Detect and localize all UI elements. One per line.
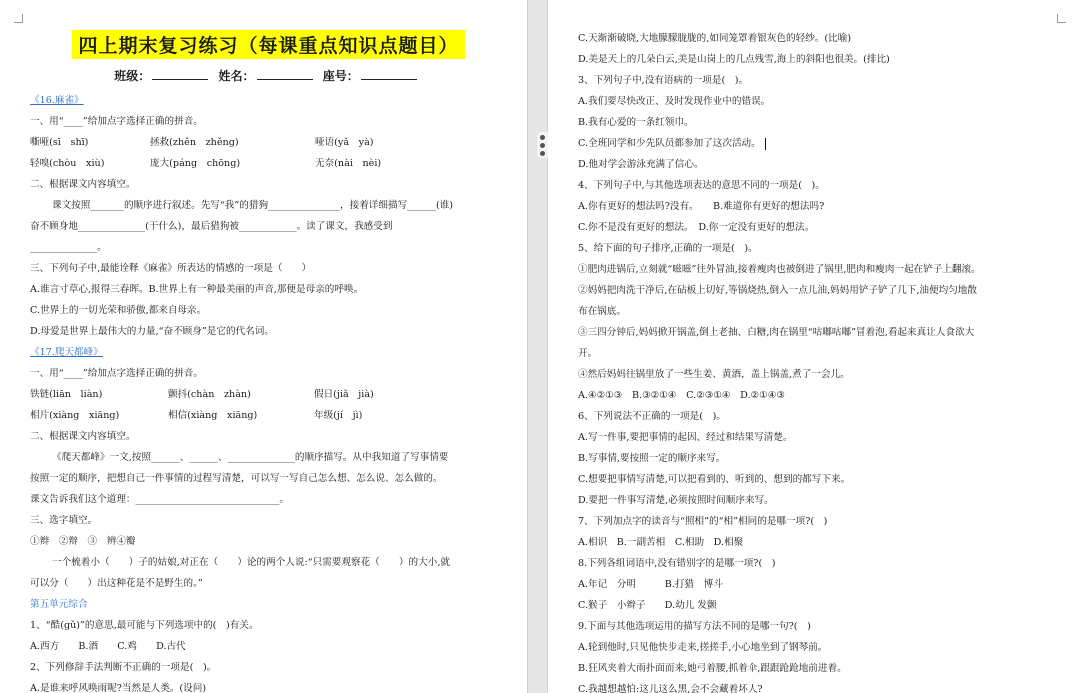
right-document-page bbox=[548, 0, 1080, 693]
question-text: 4、下列句子中,与其他选项表达的意思不同的一项是( )。 bbox=[578, 180, 825, 191]
section-heading-16: 《16.麻雀》 bbox=[30, 95, 84, 106]
answer-option: A.是谁来呼风唤雨呢?当然是人类。(设问) bbox=[30, 683, 207, 693]
section-heading-17: 《17.爬天都峰》 bbox=[30, 347, 103, 358]
answer-option: D.美是天上的几朵白云,美是山岗上的几点残雪,海上的斜阳也很美。(排比) bbox=[578, 54, 890, 65]
answer-option: A.我们要尽快改正、及时发现作业中的错误。 bbox=[578, 96, 771, 107]
pinyin-item: 铁链(liān liàn) bbox=[30, 389, 103, 400]
fill-blank-text: ______________。 bbox=[30, 242, 107, 253]
answer-option: A.年记 分明 B.打猎 博斗 bbox=[578, 579, 723, 590]
answer-option: A.相识 B.一副苦相 C.相助 D.相聚 bbox=[578, 537, 744, 548]
question-text: 三、下列句子中,最能诠释《麻雀》所表达的情感的一项是（ ） bbox=[30, 263, 312, 274]
question-text: 9.下面与其他选项运用的描写方法不同的是哪一句?( ) bbox=[578, 621, 811, 632]
choice-options: ①辫 ②辩 ③ 辨④瓣 bbox=[30, 536, 136, 547]
answer-option: D.母爱是世界上最伟大的力量,“奋不顾身”是它的代名词。 bbox=[30, 326, 274, 337]
page-corner-mark bbox=[1057, 14, 1066, 23]
pinyin-item: 假日(jiǎ jià) bbox=[314, 389, 374, 400]
pinyin-item: 嘶哑(sī shī) bbox=[30, 137, 89, 148]
question-text: 一、用“____”给加点字选择正确的拼音。 bbox=[30, 368, 203, 379]
fill-blank-text: 《爬天都峰》一文,按照______、______、______________的顺序描写。从中我知道了写事情要 bbox=[52, 452, 449, 463]
pinyin-row bbox=[30, 384, 507, 405]
answer-option: A.你有更好的想法吗?没有。 B.难道你有更好的想法吗? bbox=[578, 201, 825, 212]
text-cursor bbox=[765, 138, 766, 150]
pinyin-row bbox=[30, 132, 507, 153]
answer-option: C.天渐渐破晓,大地朦朦胧胧的,如同笼罩着银灰色的轻纱。(比喻) bbox=[578, 33, 852, 44]
pinyin-item: 轻嗅(chòu xiù) bbox=[30, 158, 105, 169]
student-info-line bbox=[30, 67, 507, 84]
answer-option: C.想要把事情写清楚,可以把看到的、听到的、想到的都写下来。 bbox=[578, 474, 851, 485]
name-label: 姓名： bbox=[218, 69, 255, 83]
answer-option: C.你不是没有更好的想法。 D.你一定没有更好的想法。 bbox=[578, 222, 815, 233]
answer-option: B.狂风夹着大雨扑面而来,她弓着腰,抓着伞,跟跟跄跄地前进着。 bbox=[578, 663, 847, 674]
question-text: 6、下列说法不正确的一项是( )。 bbox=[578, 411, 726, 422]
answer-option: A.西方 B.酒 C.鸡 D.古代 bbox=[30, 641, 186, 652]
question-text: 5、给下面的句子排序,正确的一项是( )。 bbox=[578, 243, 758, 254]
answer-option: C.猴子 小辫子 D.幼儿 发颤 bbox=[578, 600, 717, 611]
question-text: 8.下列各组词语中,没有错别字的是哪一项?( ) bbox=[578, 558, 776, 569]
answer-option: A.轮到他时,只见他快步走来,搓搓手,小心地坐到了钢琴前。 bbox=[578, 642, 828, 653]
name-blank bbox=[257, 78, 313, 80]
question-text: 二、根据课文内容填空。 bbox=[30, 179, 136, 190]
sentence-item: 开。 bbox=[578, 348, 598, 359]
sentence-item: 布在锅底。 bbox=[578, 306, 626, 317]
question-text: 二、根据课文内容填空。 bbox=[30, 431, 136, 442]
page-corner-mark bbox=[14, 14, 23, 23]
fill-blank-text: 可以分（ ）出这种花是不是野生的。” bbox=[30, 578, 203, 589]
section-heading-unit5: 第五单元综合 bbox=[30, 599, 88, 610]
pinyin-item: 拯救(zhěn zhěng) bbox=[150, 137, 239, 148]
pinyin-row bbox=[30, 153, 507, 174]
question-text: 1、“酷(gǔ)”的意思,最可能与下列选项中的( )有关。 bbox=[30, 620, 259, 631]
pinyin-row bbox=[30, 405, 507, 426]
answer-option: A.谁言寸草心,报得三春晖。B.世界上有一种最美丽的声音,那便是母亲的呼唤。 bbox=[30, 284, 364, 295]
pinyin-item: 哑语(yǎ yà) bbox=[315, 137, 374, 148]
fill-blank-text: 按照一定的顺序，把想自己一件事情的过程写清楚，可以写一写自己怎么想、怎么说、怎么做的。 bbox=[30, 473, 443, 484]
question-text: 3、下列句子中,没有语病的一项是( )。 bbox=[578, 75, 749, 86]
fill-blank-text: 课文按照_______的顺序进行叙述。先写“我”的猎狗_______________，接着详细描写______(谁) bbox=[52, 200, 454, 211]
fill-blank-text: 一个梳着小（ ）子的姑娘,对正在（ ）论的两个人说:“只需要观察花（ ）的大小,就 bbox=[52, 557, 450, 568]
page-splitter[interactable] bbox=[527, 0, 548, 693]
document-title: 四上期末复习练习（每课重点知识点题目） bbox=[72, 30, 464, 59]
fill-blank-text: 课文告诉我们这个道理：______________________________。 bbox=[30, 494, 290, 505]
answer-option: D.要把一件事写清楚,必须按照时间顺序来写。 bbox=[578, 495, 774, 506]
answer-option: C.全班同学和少先队员都参加了这次活动。 bbox=[578, 138, 761, 149]
question-text: 三、选字填空。 bbox=[30, 515, 98, 526]
question-text: 一、用“____”给加点字选择正确的拼音。 bbox=[30, 116, 203, 127]
fill-blank-text: 奋不顾身地______________(干什么)，最后猎狗被____________。读了课文，我感受到 bbox=[30, 221, 393, 232]
answer-option: C.我越想越怕:这儿这么黑,会不会藏着坏人? bbox=[578, 684, 763, 693]
seat-label: 座号： bbox=[322, 69, 359, 83]
answer-option: B.写事情,要按照一定的顺序来写。 bbox=[578, 453, 726, 464]
class-label: 班级： bbox=[114, 69, 151, 83]
class-blank bbox=[152, 78, 208, 80]
left-document-page bbox=[0, 0, 527, 693]
answer-option: C.世界上的一切光荣和骄傲,都来自母亲。 bbox=[30, 305, 207, 316]
sentence-item: ③三四分钟后,妈妈掀开锅盖,倒上老抽、白糖,肉在锅里“咕嘟咕嘟”冒着泡,看起来真让人食欲大 bbox=[578, 327, 975, 338]
sentence-item: ④然后妈妈往锅里放了一些生姜、黄酒，盖上锅盖,煮了一会儿。 bbox=[578, 369, 850, 380]
sentence-item: ②妈妈把肉洗干净后,在砧板上切好,等锅烧热,倒入一点儿油,妈妈用铲子铲了几下,油便均匀地散 bbox=[578, 285, 977, 296]
pinyin-item: 庞大(páng chōng) bbox=[150, 158, 241, 169]
pinyin-item: 相片(xiàng xiāng) bbox=[30, 410, 120, 421]
answer-option: B.我有心爱的一条红领巾。 bbox=[578, 117, 694, 128]
answer-option: A.④②①③ B.③②①④ C.②③①④ D.②①④③ bbox=[578, 390, 785, 401]
sentence-item: ①肥肉进锅后,立刻就“嗞嗞”往外冒油,接着瘦肉也被倒进了锅里,肥肉和瘦肉一起在铲子上翻滚。 bbox=[578, 264, 981, 275]
answer-option: D.他对学会游泳充满了信心。 bbox=[578, 159, 704, 170]
question-text: 7、下列加点字的读音与“照相”的“相”相同的是哪一项?( ) bbox=[578, 516, 828, 527]
pinyin-item: 颤抖(chàn zhàn) bbox=[168, 389, 251, 400]
pinyin-item: 无奈(nài nèi) bbox=[315, 158, 382, 169]
answer-option-with-cursor[interactable] bbox=[578, 133, 1060, 154]
answer-option: A.写一件事,要把事情的起因、经过和结果写清楚。 bbox=[578, 432, 793, 443]
pinyin-item: 相信(xiàng xiāng) bbox=[168, 410, 258, 421]
pinyin-item: 年级(jí jì) bbox=[314, 410, 363, 421]
question-text: 2、下列修辞手法判断不正确的一项是( )。 bbox=[30, 662, 217, 673]
seat-blank bbox=[361, 78, 417, 80]
